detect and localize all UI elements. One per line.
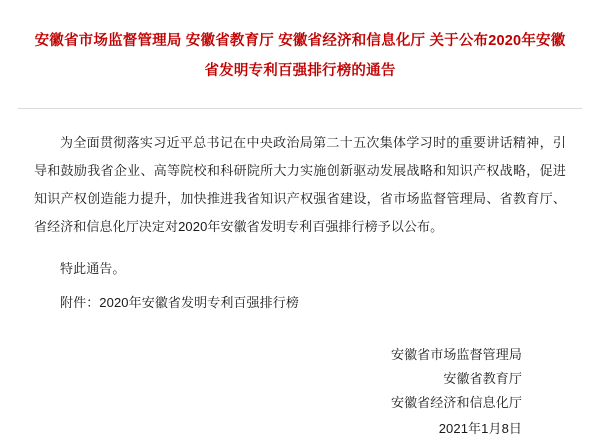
signature-line-3: 安徽省经济和信息化厅: [390, 395, 522, 410]
body-paragraph-1: 为全面贯彻落实习近平总书记在中央政治局第二十五次集体学习时的重要讲话精神，引导和鼓励我省企业、高等院校和科研院所大力实施创新驱动发展战略和知识产权战略，促进知识产权创造能力提升，加快推进我省知识产权强省建设，省市场监督管理局、省教育厅、省经济和信息化厅决定对2020年安徽省发明专利百强排行榜予以公布。: [34, 135, 566, 234]
signature-date: 2021年1月8日: [438, 421, 522, 436]
document-body: [0, 109, 600, 441]
page-title-line-1: 安徽省市场监督管理局 安徽省教育厅 安徽省经济和信息化厅 关于公布2020年安徽: [34, 33, 566, 49]
document-title-block: [0, 0, 600, 86]
page-title: [34, 26, 566, 86]
signature-line-1: 安徽省市场监督管理局: [390, 347, 522, 362]
attachment-line: 附件：2020年安徽省发明专利百强排行榜: [60, 295, 299, 310]
page-title-line-2: 省发明专利百强排行榜的通告: [204, 63, 396, 79]
signature-line-2: 安徽省教育厅: [443, 371, 522, 386]
body-paragraph-2: 特此通告。: [60, 261, 126, 276]
signature-block: [34, 343, 566, 441]
